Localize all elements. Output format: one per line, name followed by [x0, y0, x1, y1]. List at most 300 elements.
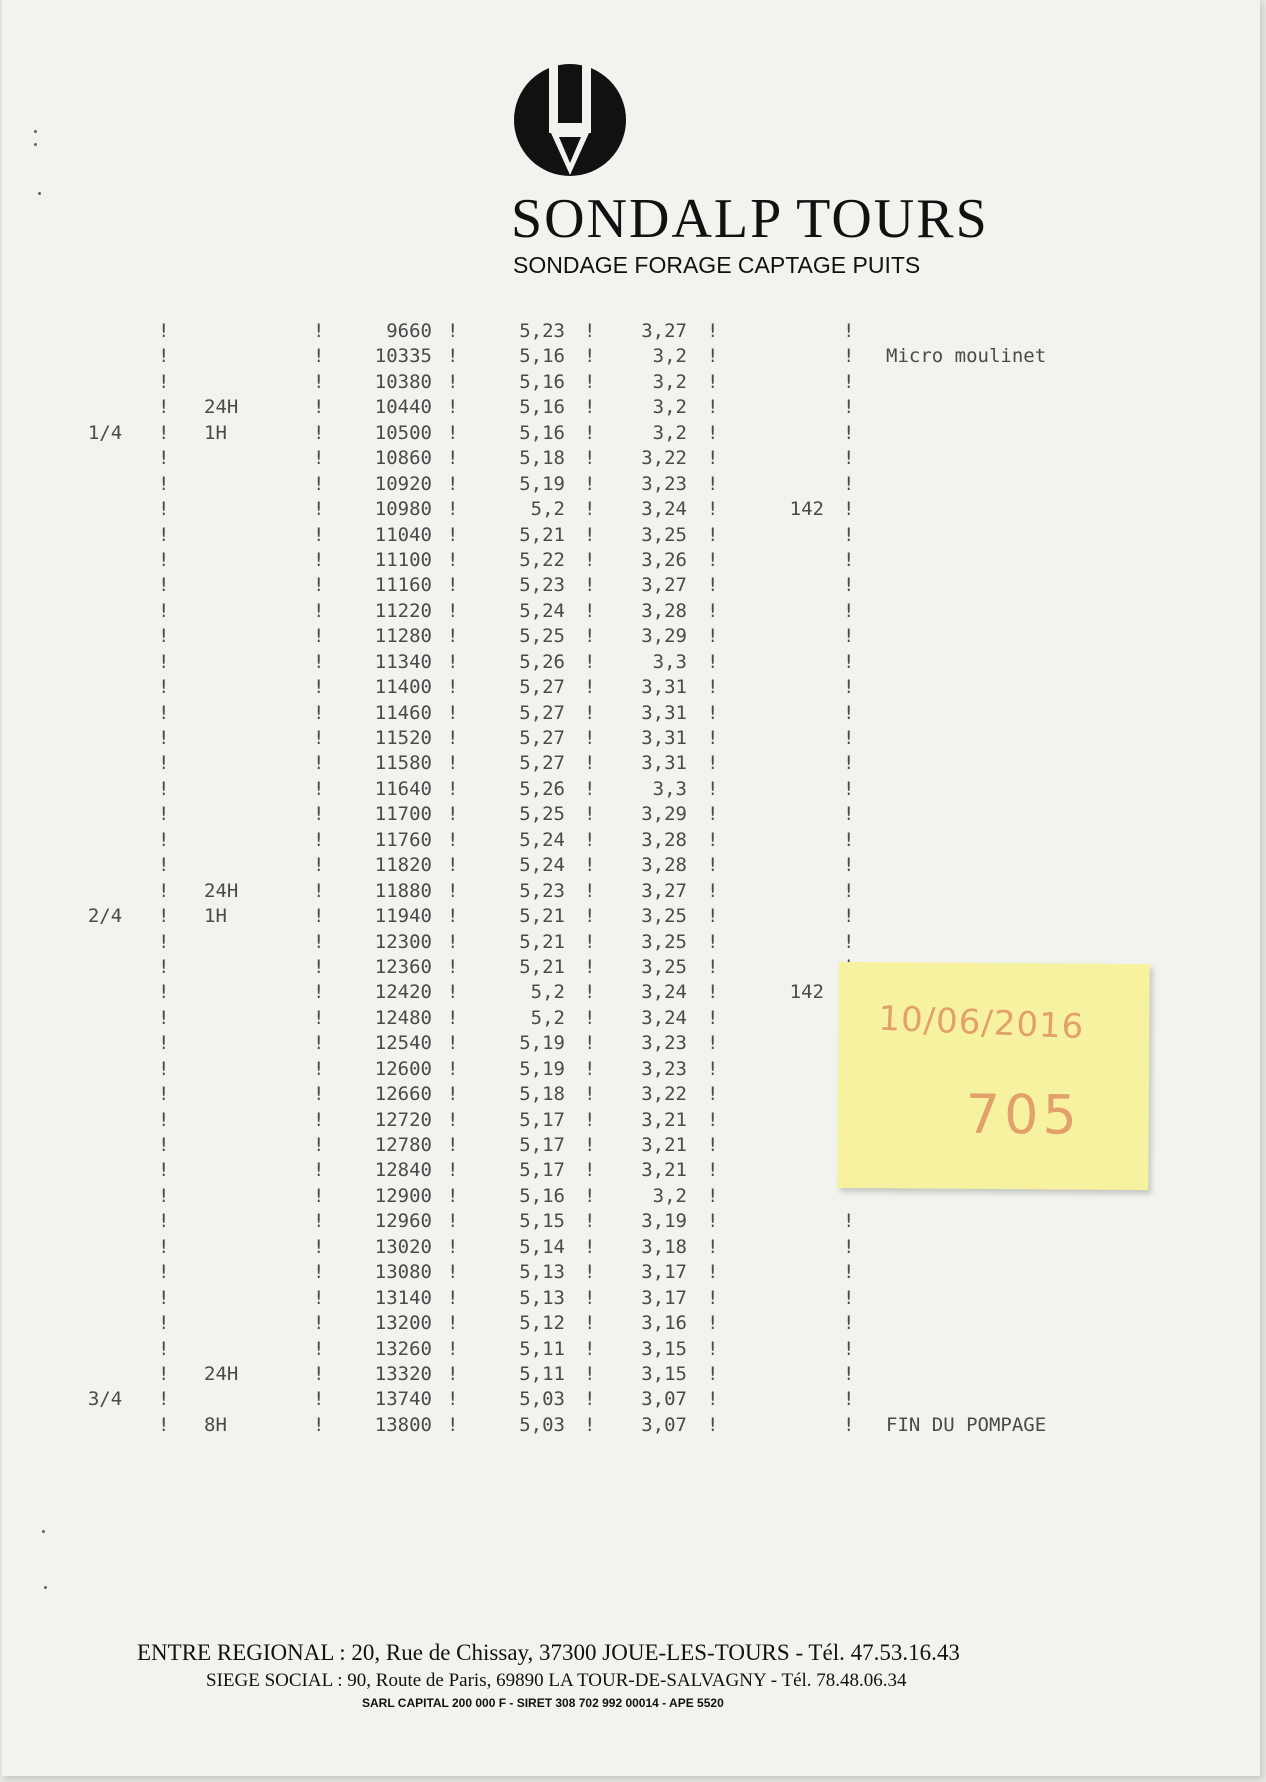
table-row [2, 1209, 1260, 1234]
row-time: 13320 [374, 1362, 432, 1385]
row-value-b: 3,21 [641, 1108, 687, 1131]
column-separator: ! [158, 828, 170, 851]
column-separator: ! [584, 599, 596, 622]
column-separator: ! [843, 752, 855, 775]
column-separator: ! [158, 1108, 170, 1131]
measurement-table [2, 319, 1260, 1438]
sticky-note-number: 705 [965, 1082, 1082, 1147]
column-separator: ! [584, 472, 596, 495]
row-time: 10380 [374, 370, 432, 393]
column-separator: ! [707, 320, 719, 342]
column-separator: ! [447, 1057, 459, 1080]
column-separator: ! [447, 625, 459, 648]
column-separator: ! [843, 1286, 855, 1309]
column-separator: ! [158, 1184, 170, 1207]
table-row [2, 421, 1260, 446]
table-row [2, 904, 1260, 929]
column-separator: ! [707, 498, 719, 521]
row-value-b: 3,31 [641, 701, 687, 724]
paper-speck [38, 192, 41, 195]
column-separator: ! [158, 1134, 170, 1156]
column-separator: ! [313, 803, 325, 826]
row-value-b: 3,17 [641, 1261, 687, 1284]
column-separator: ! [447, 574, 459, 597]
column-separator: ! [584, 1362, 596, 1385]
column-separator: ! [158, 625, 170, 648]
table-row [2, 624, 1260, 649]
row-time: 10920 [374, 472, 432, 495]
row-value-b: 3,21 [641, 1134, 687, 1156]
row-value-a: 5,27 [519, 752, 565, 775]
row-value-b: 3,17 [641, 1286, 687, 1309]
row-value-a: 5,15 [519, 1210, 565, 1233]
column-separator: ! [707, 777, 719, 800]
column-separator: ! [584, 676, 596, 699]
row-value-a: 5,23 [519, 574, 565, 597]
column-separator: ! [158, 727, 170, 749]
column-separator: ! [707, 1362, 719, 1385]
column-separator: ! [843, 447, 855, 470]
column-separator: ! [158, 599, 170, 622]
column-separator: ! [313, 879, 325, 902]
row-time: 12300 [374, 930, 432, 953]
row-value-b: 3,27 [641, 879, 687, 902]
column-separator: ! [447, 981, 459, 1004]
row-time: 11940 [374, 905, 432, 928]
row-value-a: 5,03 [519, 1413, 565, 1436]
table-row [2, 726, 1260, 751]
column-separator: ! [707, 345, 719, 368]
row-value-b: 3,18 [641, 1235, 687, 1258]
column-separator: ! [707, 1312, 719, 1335]
column-separator: ! [584, 879, 596, 902]
table-row [2, 446, 1260, 471]
row-value-a: 5,21 [519, 955, 565, 978]
column-separator: ! [447, 370, 459, 393]
row-value-a: 5,24 [519, 854, 565, 877]
column-separator: ! [843, 930, 855, 953]
row-time: 12480 [374, 1006, 432, 1029]
column-separator: ! [843, 650, 855, 673]
column-separator: ! [447, 1134, 459, 1156]
column-separator: ! [584, 1108, 596, 1131]
column-separator: ! [158, 345, 170, 368]
row-flow: 142 [789, 981, 824, 1004]
column-separator: ! [584, 752, 596, 775]
row-value-a: 5,27 [519, 676, 565, 699]
column-separator: ! [447, 421, 459, 444]
row-note: FIN DU POMPAGE [886, 1413, 1047, 1436]
row-time: 11220 [374, 599, 432, 622]
column-separator: ! [707, 701, 719, 724]
table-row [2, 1260, 1260, 1285]
column-separator: ! [313, 1362, 325, 1385]
column-separator: ! [313, 396, 325, 419]
column-separator: ! [843, 548, 855, 571]
row-value-a: 5,16 [519, 370, 565, 393]
column-separator: ! [584, 1057, 596, 1080]
paper-speck [34, 130, 37, 133]
column-separator: ! [584, 1337, 596, 1360]
column-separator: ! [584, 1032, 596, 1055]
table-row [2, 1413, 1260, 1438]
column-separator: ! [313, 1134, 325, 1156]
table-row [2, 395, 1260, 420]
column-separator: ! [447, 1184, 459, 1207]
column-separator: ! [584, 828, 596, 851]
row-time: 11400 [374, 676, 432, 699]
column-separator: ! [707, 523, 719, 546]
column-separator: ! [158, 421, 170, 444]
column-separator: ! [447, 1312, 459, 1335]
column-separator: ! [584, 701, 596, 724]
column-separator: ! [158, 370, 170, 393]
column-separator: ! [447, 1362, 459, 1385]
column-separator: ! [158, 1362, 170, 1385]
row-value-b: 3,22 [641, 447, 687, 470]
table-row [2, 1337, 1260, 1362]
row-value-a: 5,27 [519, 727, 565, 749]
column-separator: ! [843, 803, 855, 826]
column-separator: ! [584, 1388, 596, 1411]
column-separator: ! [447, 523, 459, 546]
table-row [2, 930, 1260, 955]
column-separator: ! [447, 1286, 459, 1309]
company-logo-icon [513, 63, 627, 177]
column-separator: ! [707, 472, 719, 495]
column-separator: ! [313, 777, 325, 800]
table-row [2, 777, 1260, 802]
paper-speck [42, 1530, 45, 1533]
column-separator: ! [843, 1413, 855, 1436]
column-separator: ! [707, 828, 719, 851]
row-time: 11280 [374, 625, 432, 648]
row-value-a: 5,14 [519, 1235, 565, 1258]
column-separator: ! [447, 701, 459, 724]
column-separator: ! [313, 1159, 325, 1182]
column-separator: ! [313, 574, 325, 597]
column-separator: ! [313, 1006, 325, 1029]
row-value-a: 5,19 [519, 1057, 565, 1080]
column-separator: ! [707, 1159, 719, 1182]
row-value-a: 5,17 [519, 1159, 565, 1182]
row-value-b: 3,29 [641, 625, 687, 648]
column-separator: ! [843, 370, 855, 393]
row-value-b: 3,2 [652, 345, 687, 368]
column-separator: ! [584, 1134, 596, 1156]
column-separator: ! [843, 727, 855, 749]
column-separator: ! [447, 1032, 459, 1055]
column-separator: ! [584, 1184, 596, 1207]
row-time: 11160 [374, 574, 432, 597]
column-separator: ! [447, 650, 459, 673]
row-value-b: 3,25 [641, 930, 687, 953]
row-value-a: 5,12 [519, 1312, 565, 1335]
column-separator: ! [447, 828, 459, 851]
column-separator: ! [158, 1083, 170, 1106]
column-separator: ! [447, 803, 459, 826]
paper-speck [34, 143, 37, 146]
row-value-a: 5,03 [519, 1388, 565, 1411]
column-separator: ! [843, 854, 855, 877]
row-value-a: 5,23 [519, 320, 565, 342]
column-separator: ! [313, 854, 325, 877]
row-value-b: 3,2 [652, 421, 687, 444]
row-time: 11820 [374, 854, 432, 877]
column-separator: ! [158, 701, 170, 724]
column-separator: ! [158, 1006, 170, 1029]
column-separator: ! [843, 1362, 855, 1385]
column-separator: ! [707, 1108, 719, 1131]
column-separator: ! [707, 676, 719, 699]
row-time: 12360 [374, 955, 432, 978]
footer-legal-info: SARL CAPITAL 200 000 F - SIRET 308 702 992 00014 - APE 5520 [362, 1696, 724, 1710]
column-separator: ! [707, 370, 719, 393]
column-separator: ! [584, 523, 596, 546]
column-separator: ! [158, 905, 170, 928]
row-value-a: 5,2 [530, 1006, 565, 1029]
row-value-a: 5,2 [530, 981, 565, 1004]
column-separator: ! [313, 523, 325, 546]
column-separator: ! [158, 320, 170, 342]
row-duration: 24H [204, 879, 239, 902]
row-value-a: 5,25 [519, 625, 565, 648]
column-separator: ! [158, 523, 170, 546]
table-row [2, 370, 1260, 395]
row-duration: 8H [204, 1413, 227, 1436]
column-separator: ! [584, 1413, 596, 1436]
column-separator: ! [584, 727, 596, 749]
row-value-b: 3,26 [641, 548, 687, 571]
row-value-b: 3,28 [641, 828, 687, 851]
row-time: 10335 [374, 345, 432, 368]
column-separator: ! [313, 727, 325, 749]
column-separator: ! [447, 345, 459, 368]
row-value-a: 5,26 [519, 650, 565, 673]
column-separator: ! [843, 1388, 855, 1411]
column-separator: ! [313, 548, 325, 571]
column-separator: ! [158, 752, 170, 775]
column-separator: ! [447, 1006, 459, 1029]
row-value-a: 5,18 [519, 1083, 565, 1106]
column-separator: ! [313, 1235, 325, 1258]
column-separator: ! [158, 854, 170, 877]
row-time: 13800 [374, 1413, 432, 1436]
column-separator: ! [158, 803, 170, 826]
row-value-b: 3,2 [652, 1184, 687, 1207]
column-separator: ! [158, 1312, 170, 1335]
column-separator: ! [843, 320, 855, 342]
column-separator: ! [447, 1413, 459, 1436]
column-separator: ! [447, 879, 459, 902]
column-separator: ! [158, 981, 170, 1004]
table-row [2, 751, 1260, 776]
column-separator: ! [313, 1083, 325, 1106]
row-value-a: 5,22 [519, 548, 565, 571]
column-separator: ! [843, 879, 855, 902]
row-value-b: 3,25 [641, 955, 687, 978]
row-value-a: 5,16 [519, 396, 565, 419]
row-note: Micro moulinet [886, 345, 1047, 368]
column-separator: ! [707, 1413, 719, 1436]
column-separator: ! [707, 1261, 719, 1284]
column-separator: ! [843, 676, 855, 699]
column-separator: ! [447, 472, 459, 495]
table-row [2, 853, 1260, 878]
column-separator: ! [843, 1235, 855, 1258]
column-separator: ! [707, 930, 719, 953]
column-separator: ! [707, 905, 719, 928]
row-value-a: 5,24 [519, 828, 565, 851]
column-separator: ! [843, 498, 855, 521]
column-separator: ! [707, 1337, 719, 1360]
column-separator: ! [584, 1312, 596, 1335]
column-separator: ! [843, 1312, 855, 1335]
row-time: 12960 [374, 1210, 432, 1233]
column-separator: ! [707, 625, 719, 648]
column-separator: ! [447, 1388, 459, 1411]
column-separator: ! [707, 574, 719, 597]
table-row [2, 523, 1260, 548]
table-row [2, 1286, 1260, 1311]
column-separator: ! [313, 1032, 325, 1055]
row-value-b: 3,31 [641, 727, 687, 749]
column-separator: ! [584, 803, 596, 826]
column-separator: ! [584, 1210, 596, 1233]
column-separator: ! [843, 574, 855, 597]
row-value-a: 5,17 [519, 1134, 565, 1156]
row-time: 13200 [374, 1312, 432, 1335]
column-separator: ! [313, 650, 325, 673]
column-separator: ! [313, 1413, 325, 1436]
row-flow: 142 [789, 498, 824, 521]
column-separator: ! [158, 955, 170, 978]
column-separator: ! [158, 930, 170, 953]
column-separator: ! [158, 396, 170, 419]
column-separator: ! [313, 498, 325, 521]
row-time: 10980 [374, 498, 432, 521]
column-separator: ! [447, 905, 459, 928]
row-value-a: 5,13 [519, 1286, 565, 1309]
row-value-b: 3,27 [641, 320, 687, 342]
column-separator: ! [843, 523, 855, 546]
column-separator: ! [584, 396, 596, 419]
row-value-a: 5,25 [519, 803, 565, 826]
column-separator: ! [843, 625, 855, 648]
column-separator: ! [584, 1261, 596, 1284]
row-value-a: 5,21 [519, 905, 565, 928]
row-value-b: 3,23 [641, 1057, 687, 1080]
column-separator: ! [158, 1057, 170, 1080]
row-duration: 1H [204, 905, 227, 928]
column-separator: ! [158, 1235, 170, 1258]
column-separator: ! [447, 599, 459, 622]
row-value-a: 5,11 [519, 1362, 565, 1385]
row-time: 11640 [374, 777, 432, 800]
column-separator: ! [843, 1337, 855, 1360]
row-time: 11700 [374, 803, 432, 826]
row-value-a: 5,2 [530, 498, 565, 521]
row-value-b: 3,15 [641, 1362, 687, 1385]
table-row [2, 650, 1260, 675]
row-value-a: 5,26 [519, 777, 565, 800]
row-value-b: 3,24 [641, 981, 687, 1004]
row-time: 12840 [374, 1159, 432, 1182]
table-row [2, 344, 1260, 369]
row-time: 13020 [374, 1235, 432, 1258]
column-separator: ! [584, 1006, 596, 1029]
column-separator: ! [447, 1083, 459, 1106]
row-time: 13740 [374, 1388, 432, 1411]
table-row [2, 1387, 1260, 1412]
column-separator: ! [313, 701, 325, 724]
column-separator: ! [313, 981, 325, 1004]
row-value-b: 3,21 [641, 1159, 687, 1182]
table-row [2, 599, 1260, 624]
footer-head-office-address: SIEGE SOCIAL : 90, Route de Paris, 69890 LA TOUR-DE-SALVAGNY - Tél. 78.48.06.34 [206, 1670, 907, 1691]
row-time: 11100 [374, 548, 432, 571]
row-value-a: 5,18 [519, 447, 565, 470]
column-separator: ! [707, 1083, 719, 1106]
column-separator: ! [313, 930, 325, 953]
column-separator: ! [447, 1108, 459, 1131]
table-row [2, 472, 1260, 497]
column-separator: ! [158, 498, 170, 521]
column-separator: ! [447, 752, 459, 775]
table-row [2, 675, 1260, 700]
table-row [2, 1311, 1260, 1336]
column-separator: ! [843, 1261, 855, 1284]
row-time: 12600 [374, 1057, 432, 1080]
row-time: 11520 [374, 727, 432, 749]
footer-regional-address: ENTRE REGIONAL : 20, Rue de Chissay, 37300 JOUE-LES-TOURS - Tél. 47.53.16.43 [137, 1640, 960, 1665]
row-value-b: 3,31 [641, 752, 687, 775]
row-time: 12780 [374, 1134, 432, 1156]
column-separator: ! [584, 548, 596, 571]
column-separator: ! [843, 701, 855, 724]
column-separator: ! [584, 447, 596, 470]
row-value-a: 5,19 [519, 472, 565, 495]
column-separator: ! [707, 727, 719, 749]
column-separator: ! [707, 650, 719, 673]
table-row [2, 1235, 1260, 1260]
column-separator: ! [158, 650, 170, 673]
row-value-b: 3,23 [641, 472, 687, 495]
row-duration: 1H [204, 421, 227, 444]
column-separator: ! [707, 548, 719, 571]
column-separator: ! [313, 1184, 325, 1207]
column-separator: ! [843, 905, 855, 928]
column-separator: ! [313, 599, 325, 622]
column-separator: ! [584, 1159, 596, 1182]
row-time: 11460 [374, 701, 432, 724]
column-separator: ! [584, 930, 596, 953]
column-separator: ! [158, 1032, 170, 1055]
table-row [2, 802, 1260, 827]
column-separator: ! [447, 1261, 459, 1284]
row-time: 12720 [374, 1108, 432, 1131]
table-row [2, 497, 1260, 522]
column-separator: ! [313, 955, 325, 978]
row-value-b: 3,29 [641, 803, 687, 826]
row-value-b: 3,07 [641, 1413, 687, 1436]
column-separator: ! [313, 625, 325, 648]
row-value-b: 3,24 [641, 498, 687, 521]
column-separator: ! [313, 421, 325, 444]
column-separator: ! [313, 676, 325, 699]
column-separator: ! [707, 1057, 719, 1080]
row-value-b: 3,24 [641, 1006, 687, 1029]
